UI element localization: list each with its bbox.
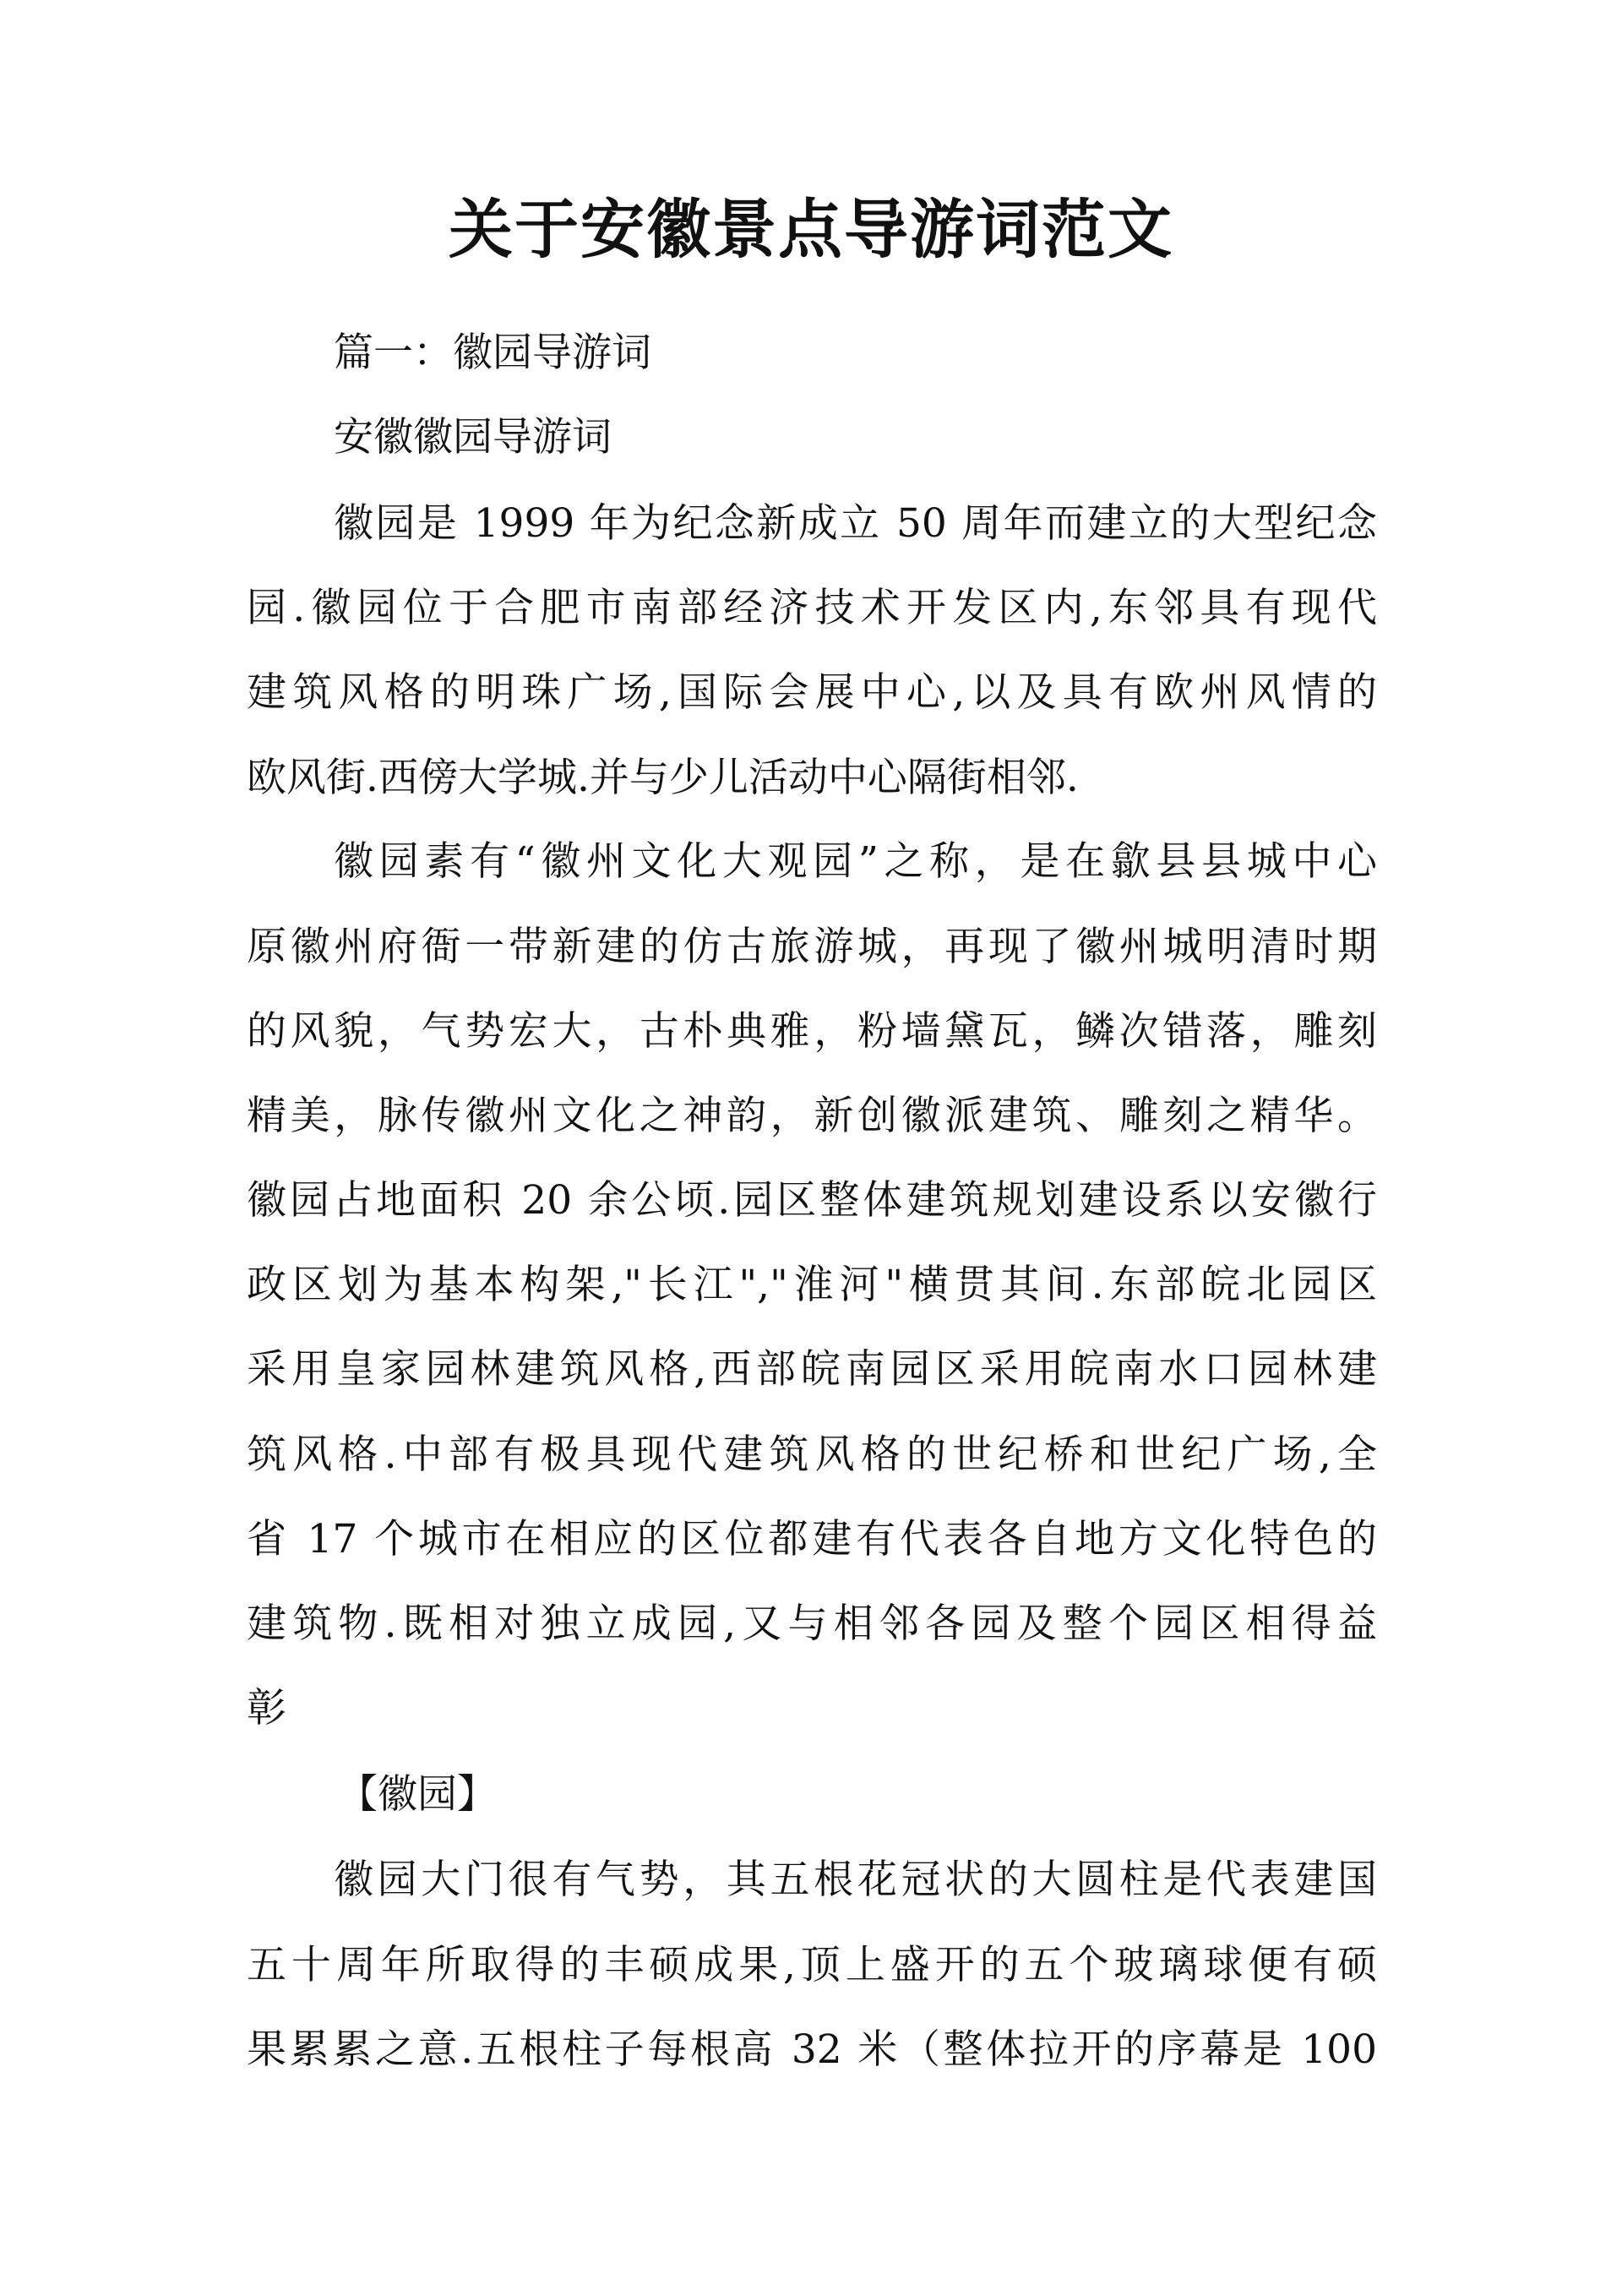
section-label: 【徽园】 <box>338 1771 497 1818</box>
section-heading: 篇一：徽园导游词 <box>334 330 651 376</box>
paragraph-line: 原徽州府衙一带新建的仿古旅游城，再现了徽州城明清时期 <box>247 924 1377 970</box>
paragraph-line: 彰 <box>247 1685 286 1732</box>
paragraph-line: 徽园占地面积 20 余公顷.园区整体建筑规划建设系以安徽行 <box>247 1177 1377 1224</box>
paragraph-line: 五十周年所取得的丰硕成果,顶上盛开的五个玻璃球便有硕 <box>247 1942 1377 1988</box>
paragraph-line: 徽园是 1999 年为纪念新成立 50 周年而建立的大型纪念 <box>334 500 1377 547</box>
paragraph-line: 省 17 个城市在相应的区位都建有代表各自地方文化特色的 <box>247 1516 1377 1562</box>
paragraph-line: 欧风街.西傍大学城.并与少儿活动中心隔街相邻. <box>247 755 1079 801</box>
paragraph-line: 建筑物.既相对独立成园,又与相邻各园及整个园区相得益 <box>247 1601 1377 1647</box>
paragraph-line: 建筑风格的明珠广场,国际会展中心,以及具有欧州风情的 <box>247 669 1377 716</box>
paragraph-line: 园.徽园位于合肥市南部经济技术开发区内,东邻具有现代 <box>247 585 1377 631</box>
paragraph-line: 徽园大门很有气势，其五根花冠状的大圆柱是代表建国 <box>334 1857 1377 1903</box>
paragraph-line: 徽园素有“徽州文化大观园”之称，是在歙县县城中心 <box>334 838 1377 885</box>
paragraph-line: 政区划为基本构架,"长江","淮河"横贯其间.东部皖北园区 <box>247 1262 1377 1308</box>
paragraph-line: 采用皇家园林建筑风格,西部皖南园区采用皖南水口园林建 <box>247 1346 1377 1393</box>
subheading: 安徽徽园导游词 <box>334 414 612 461</box>
paragraph-line: 精美，脉传徽州文化之神韵，新创徽派建筑、雕刻之精华。 <box>247 1093 1377 1139</box>
paragraph-line: 果累累之意.五根柱子每根高 32 米（整体拉开的序幕是 100 <box>247 2026 1377 2073</box>
paragraph-line: 筑风格.中部有极具现代建筑风格的世纪桥和世纪广场,全 <box>247 1432 1377 1478</box>
paragraph-line: 的风貌，气势宏大，古朴典雅，粉墙黛瓦，鳞次错落，雕刻 <box>247 1008 1377 1055</box>
document-title: 关于安徽景点导游词范文 <box>449 192 1173 267</box>
